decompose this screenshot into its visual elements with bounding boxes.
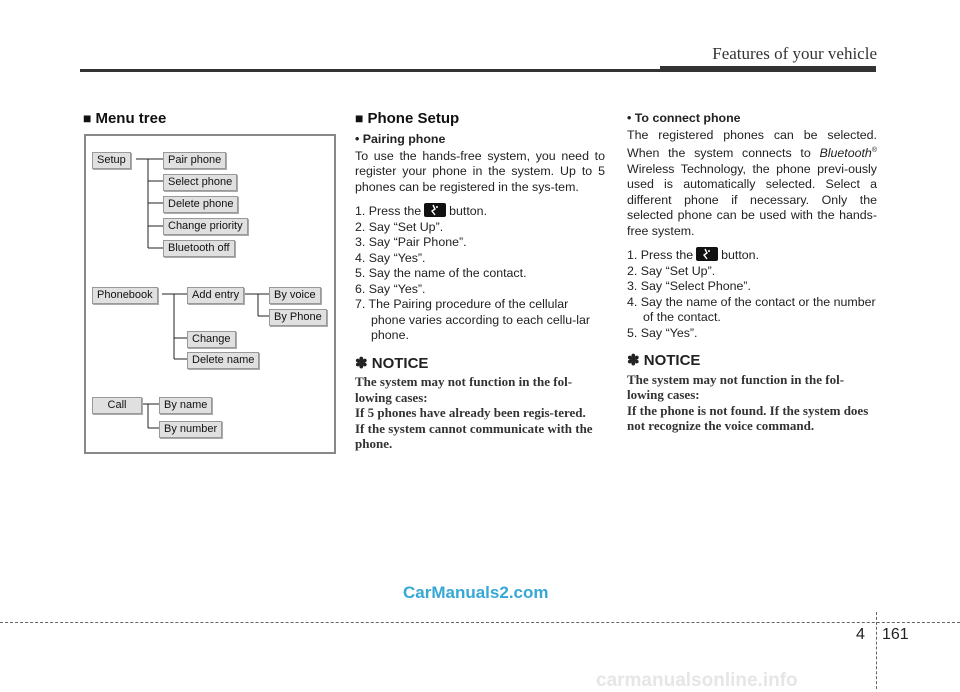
pairing-column [355, 132, 605, 452]
node-pair-phone: Pair phone [163, 152, 226, 169]
node-add-entry: Add entry [187, 287, 244, 304]
node-by-phone: By Phone [269, 309, 327, 326]
notice-1-line2: If 5 phones have already been regis-tered. [355, 405, 586, 420]
node-by-voice: By voice [269, 287, 321, 304]
pairing-step-1: 1. Press the button. [355, 204, 488, 218]
connect-step-5: 5. Say “Yes”. [627, 325, 698, 340]
header-rule-accent [660, 66, 876, 72]
phone-setup-heading [355, 110, 459, 127]
watermark-link[interactable]: CarManuals2.com [403, 583, 549, 602]
node-bluetooth-off: Bluetooth off [163, 240, 235, 257]
node-change-priority: Change priority [163, 218, 248, 235]
node-by-name: By name [159, 397, 212, 414]
notice-1-title: ✽ NOTICE [355, 354, 429, 372]
bluetooth-brand: Bluetooth [819, 146, 872, 161]
chapter-number: 4 [856, 626, 865, 643]
menu-tree-diagram [84, 134, 336, 454]
pairing-step-7: 7. The Pairing procedure of the cellular phone varies according to each cellu-lar phone. [355, 297, 591, 342]
notice-2-title: ✽ NOTICE [627, 352, 701, 370]
square-bullet-icon: ■ [355, 110, 364, 126]
voice-recognition-icon [696, 247, 718, 261]
pairing-step-3: 3. Say “Pair Phone”. [355, 235, 467, 249]
page-number: 161 [882, 626, 909, 643]
footer-divider [876, 612, 877, 689]
notice-2-body: The system may not function in the fol-lowing cases: [627, 371, 845, 403]
watermark-footer: carmanualsonline.info [596, 670, 798, 691]
phone-setup-heading-text: Phone Setup [367, 110, 460, 127]
voice-recognition-icon [424, 203, 446, 217]
pairing-subtitle: • Pairing phone [355, 132, 446, 146]
pairing-intro: To use the hands-free system, you need to register your phone in the system. Up to 5 phones can be registered in the sys-tem. [355, 148, 605, 194]
connect-step-4: 4. Say the name of the contact or the number of the contact. [627, 294, 876, 325]
connect-subtitle: • To connect phone [627, 111, 741, 125]
menu-tree-heading-text: Menu tree [95, 110, 167, 127]
square-bullet-icon: ■ [83, 110, 92, 126]
notice-1-line3: If the system cannot communicate with the phone. [355, 420, 593, 451]
section-header-title: Features of your vehicle [712, 44, 877, 63]
connect-steps [627, 247, 877, 341]
pairing-steps [355, 203, 605, 344]
node-change: Change [187, 331, 236, 348]
node-phonebook: Phonebook [92, 287, 158, 304]
menu-tree-heading [83, 110, 166, 127]
node-by-number: By number [159, 421, 222, 438]
connect-step-2: 2. Say “Set Up”. [627, 263, 716, 278]
node-call: Call [92, 397, 142, 414]
connect-column [627, 111, 877, 434]
pairing-step-4: 4. Say “Yes”. [355, 250, 426, 265]
footer-rule [0, 622, 960, 623]
connect-step-1: 1. Press the button. [627, 248, 760, 263]
connect-step-3: 3. Say “Select Phone”. [627, 279, 751, 294]
pairing-step-2: 2. Say “Set Up”. [355, 219, 444, 234]
node-setup: Setup [92, 152, 131, 169]
pairing-step-6: 6. Say “Yes”. [355, 281, 426, 296]
node-delete-name: Delete name [187, 352, 259, 369]
pairing-step-5: 5. Say the name of the contact. [355, 266, 527, 280]
node-delete-phone: Delete phone [163, 196, 238, 213]
notice-1-body: The system may not function in the fol-lowing cases: [355, 374, 573, 405]
notice-2-line2: If the phone is not found. If the system does not recognize the voice command. [627, 402, 869, 434]
node-select-phone: Select phone [163, 174, 237, 191]
connect-intro: The registered phones can be selected. When the system connects to Bluetooth® Wireless Technology, the phone previ-ously used is automatically selected. Select a different phone if necessary. Only the selected phone can be used with the hands-free system. [627, 127, 877, 238]
